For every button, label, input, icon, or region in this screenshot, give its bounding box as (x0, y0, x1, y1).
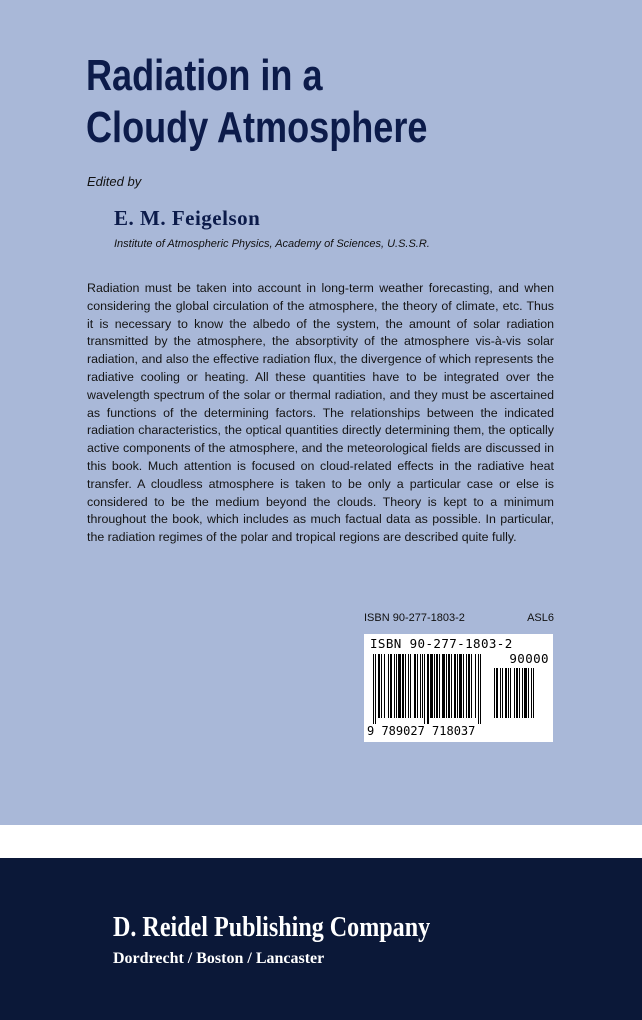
book-title-line-2: Cloudy Atmosphere (86, 103, 428, 152)
editor-affiliation: Institute of Atmospheric Physics, Academy of Sciences, U.S.S.R. (114, 238, 430, 250)
book-title-line-1: Radiation in a (86, 51, 323, 100)
series-code: ASL6 (527, 612, 554, 624)
edited-by-label: Edited by (87, 174, 142, 189)
barcode-isbn-text: ISBN 90-277-1803-2 (370, 636, 513, 651)
book-title (86, 50, 512, 154)
book-description: Radiation must be taken into account in long-term weather forecasting, and when considering the global circulation of the atmosphere, the theory of climate, etc. Thus it is necessary to know the albedo of the system, the amount of solar radiation transmitted by the atmosphere, the absorptivity of the atmosphere vis-à-vis solar radiation, and also the effective radiation flux, the divergence of which represents the radiative cooling or heating. All these quantities have to be integrated over the wavelength spectrum of the solar or thermal radiation, and they must be ascertained as functions of the determining factors. The relationships between the indicated radiation characteristics, the optical quantities directly determining them, the optically active components of the atmosphere, and the meteorological fields are discussed in this book. Much attention is focused on cloud-related effects in the radiative heat transfer. A cloudless atmosphere is taken to be only a particular case or else is considered to be the medium beyond the clouds. Theory is kept to a minimum throughout the book, which includes as much factual data as possible. In particular, the radiation regimes of the polar and tropical regions are described quite fully. (87, 281, 554, 545)
barcode-main-bars (373, 654, 489, 724)
isbn-label: ISBN 90-277-1803-2 (364, 612, 465, 624)
isbn-line (364, 612, 554, 624)
barcode-box (364, 634, 553, 742)
barcode-addon-text: 90000 (509, 651, 549, 666)
barcode-addon-bars (494, 668, 548, 724)
publisher-name: D. Reidel Publishing Company (113, 912, 431, 943)
editor-name: E. M. Feigelson (114, 206, 261, 230)
barcode-number-text: 9 789027 718037 (367, 724, 476, 738)
publisher-places: Dordrecht / Boston / Lancaster (113, 950, 325, 967)
